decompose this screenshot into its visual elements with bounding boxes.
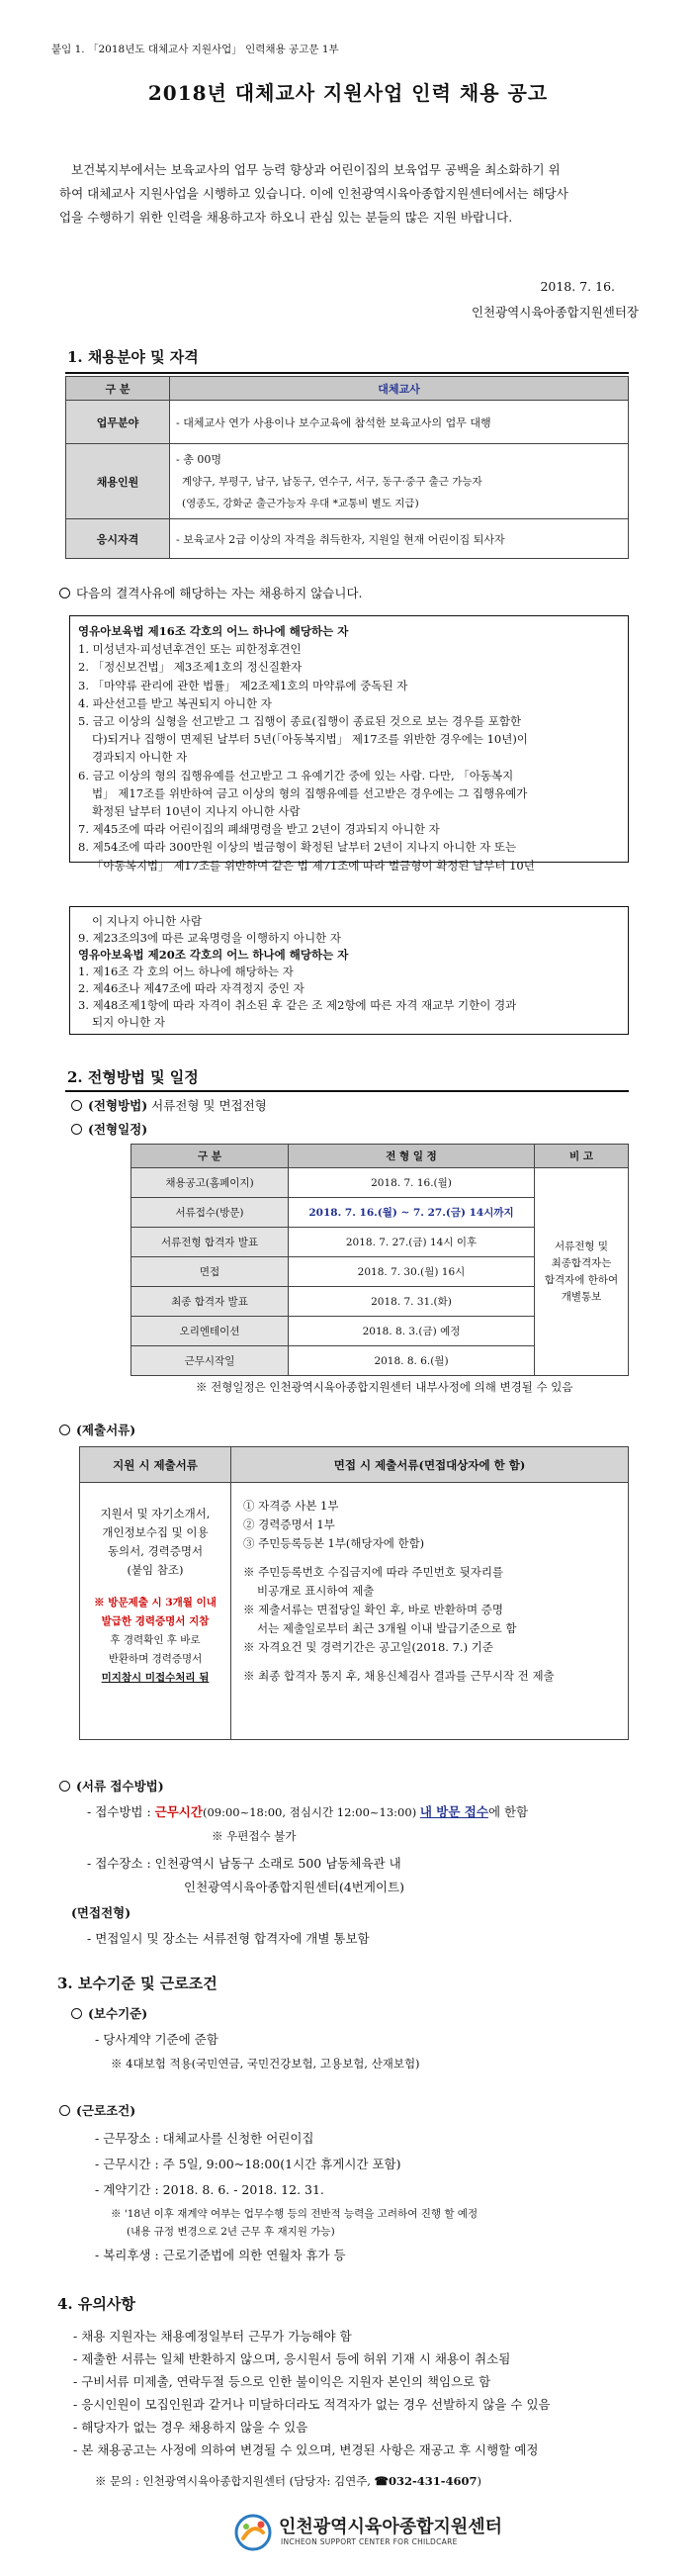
notice-item: - 해당자가 없는 경우 채용하지 않을 수 있음 bbox=[73, 2420, 308, 2435]
docs-on-interview: ① 자격증 사본 1부 ② 경력증명서 1부 ③ 주민등록등본 1부(해당자에 한함) ※ 주민등록번호 수집금지에 따라 주민번호 뒷자리를 비공개로 표시하여 제출 ※ 제출서류는 면접당일 확인 후, 바로 반환하며 증명 서는 제출일로부터 최근 3개월 이내 발급기준으로 함 ※ 자격요건 및 경력기간은 공고일(2018. 7.) 기준 ※ 최종 합격자 통지 후, 채용신체검사 결과를 근무시작 전 제출 bbox=[231, 1483, 629, 1740]
box-line: 7. 제45조에 따라 어린이집의 폐쇄명령을 받고 2년이 경과되지 아니한 자 bbox=[78, 822, 440, 837]
attachment-label: 붙임 1. 「2018년도 대체교사 지원사업」 인력채용 공고문 1부 bbox=[51, 44, 339, 55]
schedule-value: 2018. 7. 16.(월) bbox=[289, 1168, 535, 1198]
notice-list bbox=[73, 2325, 551, 2461]
disqualification-intro: 다음의 결격사유에 해당하는 자는 채용하지 않습니다. bbox=[59, 584, 363, 601]
submission-docs-label: (제출서류) bbox=[59, 1421, 135, 1438]
notice-date: 2018. 7. 16. bbox=[540, 279, 615, 294]
schedule-label: 면접 bbox=[131, 1257, 289, 1287]
docs-on-apply: 지원서 및 자기소개서, 개인정보수집 및 이용 동의서, 경력증명서 (붙임 참조) ※ 방문제출 시 3개월 이내 발급한 경력증명서 지참 후 경력확인 후 바로 반환하며 경력증명서 미지참시 미접수처리 됨 bbox=[80, 1483, 231, 1740]
circle-bullet-icon bbox=[71, 2008, 82, 2019]
table-header: 지원 시 제출서류 bbox=[80, 1447, 231, 1483]
notice-item: - 구비서류 미제출, 연락두절 등으로 인한 불이익은 지원자 본인의 책임으로 함 bbox=[73, 2374, 491, 2389]
schedule-value: 2018. 7. 30.(월) 16시 bbox=[289, 1257, 535, 1287]
box-heading: 영유아보육법 제20조 각호의 어느 하나에 해당하는 자 bbox=[78, 948, 349, 962]
selection-schedule-label: (전형일정) bbox=[71, 1120, 147, 1138]
intro-line: 하여 대체교사 지원사업을 시행하고 있습니다. 이에 인천광역시육아종합지원센터에서는 해당사 bbox=[59, 186, 568, 201]
schedule-note: ※ 전형일정은 인천광역시육아종합지원센터 내부사정에 의해 변경될 수 있음 bbox=[196, 1380, 573, 1394]
row-value: - 보육교사 2급 이상의 자격을 취득한자, 지원일 현재 어린이집 퇴사자 bbox=[170, 519, 629, 559]
receipt-method-label: (서류 접수방법) bbox=[59, 1777, 164, 1794]
circle-bullet-icon bbox=[59, 1781, 70, 1792]
submission-docs-table bbox=[79, 1446, 629, 1740]
receipt-note: ※ 우편접수 불가 bbox=[212, 1829, 297, 1843]
row-label: 업무분야 bbox=[66, 401, 170, 444]
section-1-title: 1. 채용분야 및 자격 bbox=[67, 348, 199, 366]
intro-line: 보건복지부에서는 보육교사의 업무 능력 향상과 어린이집의 보육업무 공백을 최소화하기 위 bbox=[71, 162, 561, 177]
intro-line: 업을 수행하기 위한 인력을 채용하고자 하오니 관심 있는 분들의 많은 지원 바랍니다. bbox=[59, 210, 513, 225]
circle-bullet-icon bbox=[59, 2105, 70, 2116]
box-heading: 영유아보육법 제16조 각호의 어느 하나에 해당하는 자 bbox=[78, 624, 349, 638]
box-line: 다)되거나 집행이 면제된 날부터 5년(「아동복지법」 제17조를 위반한 경우에는 10년)이 bbox=[92, 732, 528, 747]
condition-period: - 계약기간 : 2018. 8. 6. - 2018. 12. 31. bbox=[95, 2182, 324, 2197]
table-header: 구 분 bbox=[131, 1145, 289, 1168]
section-2-title: 2. 전형방법 및 일정 bbox=[67, 1068, 199, 1086]
notice-item: - 응시인원이 모집인원과 같거나 미달하더라도 적격자가 없는 경우 선발하지 않을 수 있음 bbox=[73, 2397, 551, 2412]
condition-note: ※ '18년 이후 재계약 여부는 업무수행 등의 전반적 능력을 고려하여 진행 할 예정 bbox=[111, 2208, 478, 2220]
center-logo-name: 인천광역시육아종합지원센터 bbox=[279, 2517, 503, 2537]
recruitment-table bbox=[65, 376, 629, 559]
schedule-value: 2018. 7. 16.(월) ~ 7. 27.(금) 14시까지 bbox=[289, 1198, 535, 1228]
table-header: 전 형 일 정 bbox=[289, 1145, 535, 1168]
box-line: 3. 제48조제1항에 따라 자격이 취소된 후 같은 조 제2항에 따른 자격 재교부 기한이 경과 bbox=[78, 998, 517, 1012]
schedule-remark: 서류전형 및 최종합격자는 합격자에 한하여 개별통보 bbox=[535, 1168, 629, 1376]
box-line: 3. 「마약류 관리에 관한 법률」 제2조제1호의 마약류에 중독된 자 bbox=[78, 678, 408, 692]
box-line: 6. 금고 이상의 형의 집행유예를 선고받고 그 유예기간 중에 있는 사람. 다만, 「아동복지 bbox=[78, 768, 514, 782]
circle-bullet-icon bbox=[59, 1425, 70, 1435]
conditions-label: (근로조건) bbox=[59, 2101, 135, 2119]
section-3-title: 3. 보수기준 및 근로조건 bbox=[57, 1975, 218, 1992]
box-line: 경과되지 아니한 자 bbox=[92, 750, 188, 765]
section-1-rule bbox=[65, 372, 629, 374]
disqualification-box bbox=[69, 615, 629, 873]
pay-text: - 당사계약 기준에 준함 bbox=[95, 2032, 218, 2047]
receipt-place: - 접수장소 : 인천광역시 남동구 소래로 500 남동체육관 내 bbox=[87, 1856, 401, 1871]
schedule-label: 서류전형 합격자 발표 bbox=[131, 1228, 289, 1257]
receipt-method: - 접수방법 : 근무시간(09:00~18:00, 점심시간 12:00~13:00) 내 방문 접수에 한함 bbox=[87, 1804, 529, 1819]
schedule-label: 채용공고(홈페이지) bbox=[131, 1168, 289, 1198]
table-header: 대체교사 bbox=[170, 377, 629, 401]
table-header: 비 고 bbox=[535, 1145, 629, 1168]
row-value bbox=[170, 444, 629, 519]
circle-bullet-icon bbox=[59, 588, 70, 598]
table-header: 구 분 bbox=[66, 377, 170, 401]
condition-note: (내용 규정 변경으로 2년 근무 후 재지원 가능) bbox=[127, 2226, 335, 2238]
center-logo-subtitle: INCHEON SUPPORT CENTER FOR CHILDCARE bbox=[281, 2537, 458, 2546]
box-line: 「아동복지법」 제17조를 위반하여 같은 법 제71조에 따라 벌금형이 확정된 날부터 10년 bbox=[92, 858, 535, 873]
box-line: 확정된 날부터 10년이 지나지 아니한 사람 bbox=[92, 804, 301, 819]
row-value-line: - 총 00명 bbox=[176, 452, 221, 466]
center-logo-icon bbox=[233, 2513, 273, 2552]
notice-organization: 인천광역시육아종합지원센터장 bbox=[471, 305, 639, 320]
table-header: 면접 시 제출서류(면접대상자에 한 함) bbox=[231, 1447, 629, 1483]
schedule-table bbox=[130, 1144, 629, 1376]
schedule-value: 2018. 7. 31.(화) bbox=[289, 1287, 535, 1317]
section-2-rule bbox=[65, 1090, 629, 1092]
page-title: 2018년 대체교사 지원사업 인력 채용 공고 bbox=[147, 81, 549, 105]
pay-note: ※ 4대보험 적용(국민연금, 국민건강보험, 고용보험, 산재보험) bbox=[111, 2057, 420, 2070]
row-label: 응시자격 bbox=[66, 519, 170, 559]
selection-method: (전형방법) 서류전형 및 면접전형 bbox=[71, 1096, 267, 1114]
schedule-value: 2018. 8. 6.(월) bbox=[289, 1346, 535, 1376]
section-4-title: 4. 유의사항 bbox=[57, 2295, 135, 2313]
row-value-line: 계양구, 부평구, 남구, 남동구, 연수구, 서구, 동구·중구 출근 가능자 bbox=[182, 475, 482, 488]
row-value-line: (영종도, 강화군 출근가능자 우대 *교통비 별도 지급) bbox=[182, 497, 419, 509]
intro-text bbox=[59, 158, 652, 230]
box-line: 9. 제23조의3에 따른 교육명령을 이행하지 아니한 자 bbox=[78, 931, 341, 945]
notice-item: - 채용 지원자는 채용예정일부터 근무가 가능해야 함 bbox=[73, 2329, 352, 2344]
condition-welfare: - 복리후생 : 근로기준법에 의한 연월차 휴가 등 bbox=[95, 2248, 346, 2262]
box-line: 2. 제46조나 제47조에 따라 자격정지 중인 자 bbox=[78, 981, 304, 995]
schedule-label: 근무시작일 bbox=[131, 1346, 289, 1376]
schedule-label: 서류접수(방문) bbox=[131, 1198, 289, 1228]
box-line: 법」 제17조를 위반하여 금고 이상의 형의 집행유예를 선고받은 경우에는 그 집행유예가 bbox=[92, 785, 528, 800]
disqualification-box bbox=[69, 906, 629, 1035]
box-line: 8. 제54조에 따라 300만원 이상의 벌금형이 확정된 날부터 2년이 지나지 아니한 자 또는 bbox=[78, 840, 517, 855]
schedule-label: 오리엔테이션 bbox=[131, 1317, 289, 1346]
box-line: 4. 파산선고를 받고 복권되지 아니한 자 bbox=[78, 695, 272, 710]
interview-label: (면접전형) bbox=[71, 1905, 131, 1920]
notice-item: - 본 채용공고는 사정에 의하여 변경될 수 있으며, 변경된 사항은 재공고 후 시행할 예정 bbox=[73, 2442, 539, 2457]
circle-bullet-icon bbox=[71, 1100, 82, 1111]
interview-text: - 면접일시 및 장소는 서류전형 합격자에 개별 통보함 bbox=[87, 1931, 370, 1946]
schedule-value: 2018. 7. 27.(금) 14시 이후 bbox=[289, 1228, 535, 1257]
contact-info: ※ 문의 : 인천광역시육아종합지원센터 (담당자: 김연주, ☎032-431-4607) bbox=[95, 2474, 482, 2488]
box-line: 1. 제16조 각 호의 어느 하나에 해당하는 자 bbox=[78, 965, 294, 978]
box-line: 1. 미성년자·피성년후견인 또는 피한정후견인 bbox=[78, 642, 302, 657]
row-label: 채용인원 bbox=[66, 444, 170, 519]
box-line: 이 지나지 아니한 사람 bbox=[92, 914, 202, 928]
condition-time: - 근무시간 : 주 5일, 9:00~18:00(1시간 휴게시간 포함) bbox=[95, 2157, 401, 2171]
center-logo bbox=[233, 2511, 560, 2554]
schedule-value: 2018. 8. 3.(금) 예정 bbox=[289, 1317, 535, 1346]
phone-number: ☎032-431-4607 bbox=[374, 2474, 478, 2488]
box-line: 2. 「정신보건법」 제3조제1호의 정신질환자 bbox=[78, 660, 303, 675]
box-line: 5. 금고 이상의 실형을 선고받고 그 집행이 종료(집행이 종료된 것으로 보는 경우를 포함한 bbox=[78, 714, 522, 729]
schedule-label: 최종 합격자 발표 bbox=[131, 1287, 289, 1317]
box-line: 되지 아니한 자 bbox=[92, 1015, 165, 1029]
condition-place: - 근무장소 : 대체교사를 신청한 어린이집 bbox=[95, 2131, 314, 2146]
pay-label: (보수기준) bbox=[71, 2004, 147, 2022]
row-value: - 대체교사 연가 사용이나 보수교육에 참석한 보육교사의 업무 대행 bbox=[170, 401, 629, 444]
receipt-place: 인천광역시육아종합지원센터(4번게이트) bbox=[184, 1880, 404, 1894]
circle-bullet-icon bbox=[71, 1124, 82, 1135]
notice-item: - 제출한 서류는 일체 반환하지 않으며, 응시원서 등에 허위 기재 시 채용이 취소됨 bbox=[73, 2351, 511, 2366]
